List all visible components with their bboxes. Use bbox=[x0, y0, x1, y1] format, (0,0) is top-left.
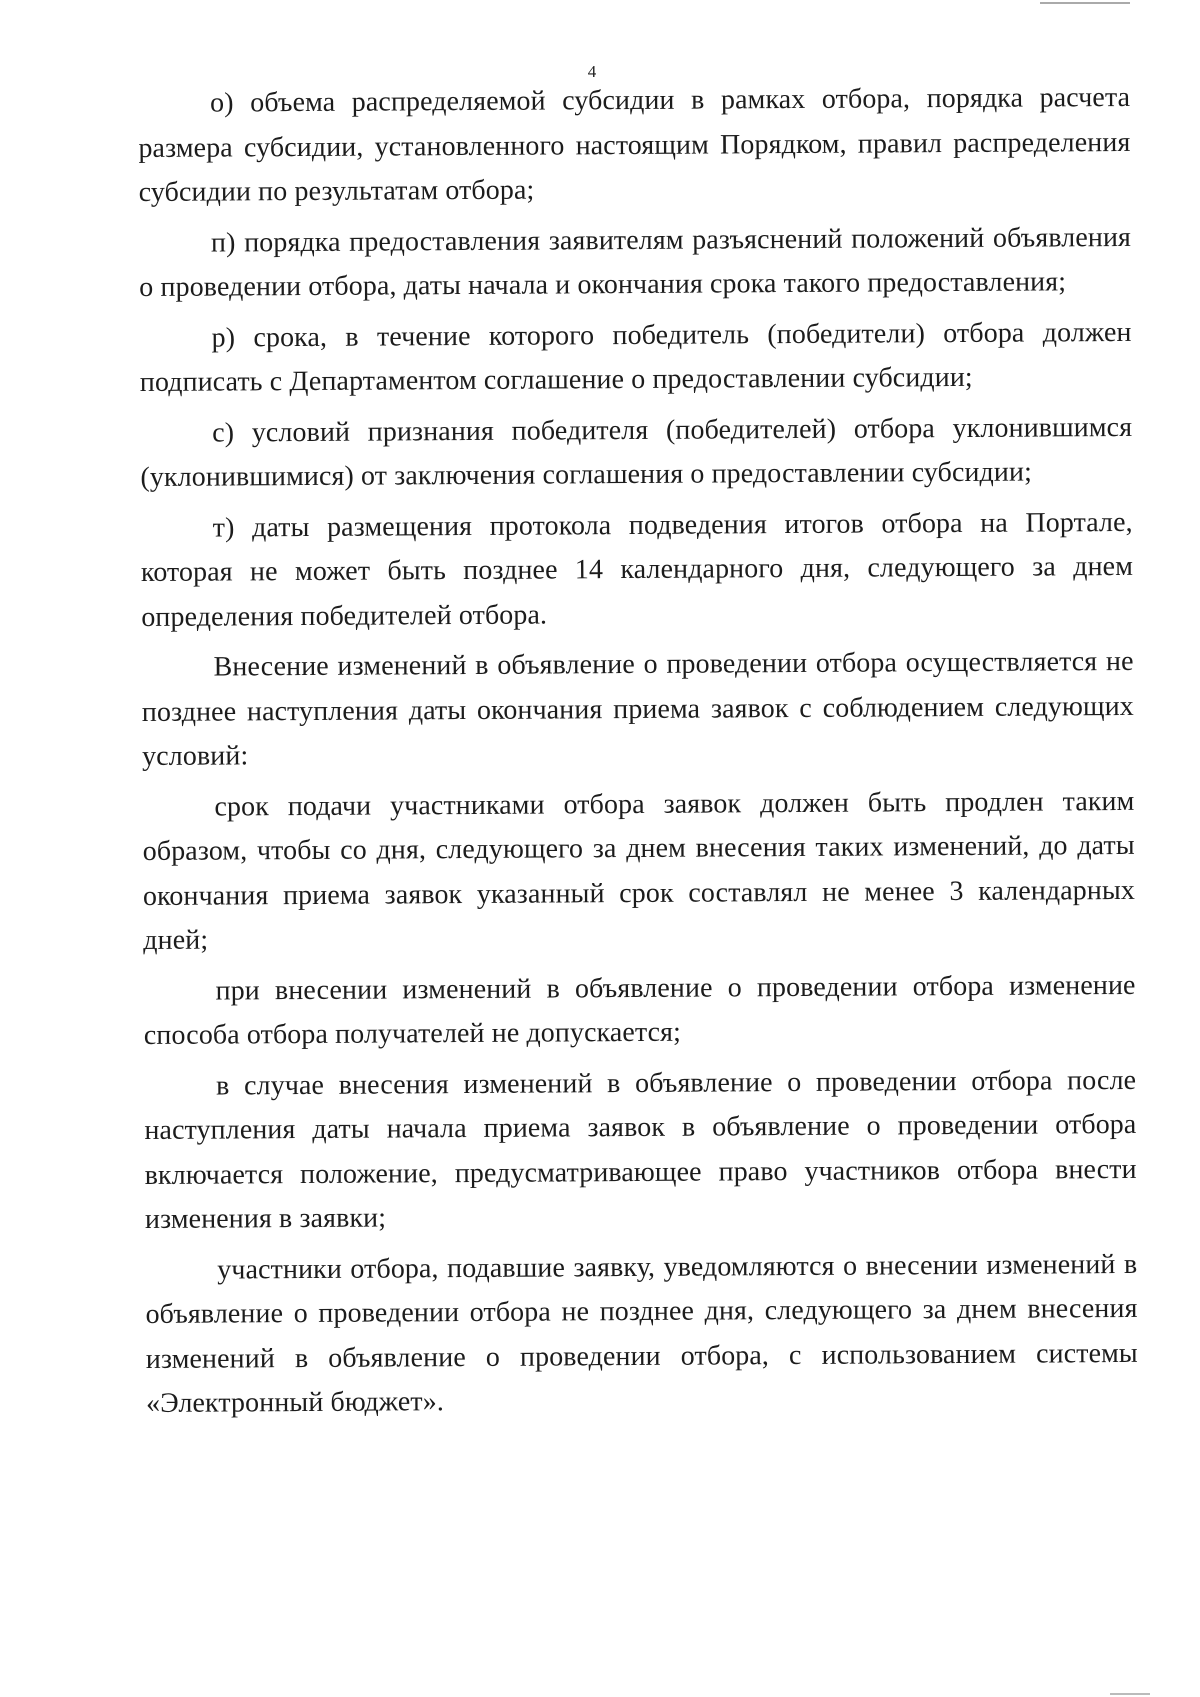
paragraph-amendments-intro: Внесение изменений в объявление о проведении отбора осуществляется не позднее наступления даты окончания приема заявок с соблюдением следующих условий: bbox=[141, 645, 1134, 772]
document-body bbox=[138, 76, 1138, 1433]
paragraph-method-change: при внесении изменений в объявление о проведении отбора изменение способа отбора получателей не допускается; bbox=[143, 969, 1136, 1051]
paragraph-participant-notice: участники отбора, подавшие заявку, уведомляются о внесении изменений в объявление о проведении отбора не позднее дня, следующего за днем внесения изменений в объявление о проведении отбора, с использованием системы «Электронный бюджет». bbox=[145, 1248, 1138, 1419]
paragraph-s: с) условий признания победителя (победителей) отбора уклонившимся (уклонившимися) от заключения соглашения о предоставлении субсидии; bbox=[140, 411, 1133, 493]
paragraph-t: т) даты размещения протокола подведения итогов отбора на Портале, которая не может быть позднее 14 календарного дня, следующего за днем определения победителей отбора. bbox=[140, 506, 1134, 633]
paragraph-deadline-extension: срок подачи участниками отбора заявок должен быть продлен таким образом, чтобы со дня, следующего за днем внесения таких изменений, до даты окончания приема заявок указанный срок составлял не менее 3 календарных дней; bbox=[142, 785, 1136, 956]
scan-artifact-bottom-right bbox=[1110, 1693, 1150, 1695]
paragraph-application-changes: в случае внесения изменений в объявление о проведении отбора после наступления даты начала приема заявок в объявление о проведении отбора включается положение, предусматривающее право участников отбора внести изменения в заявки; bbox=[144, 1064, 1137, 1235]
paragraph-o: о) объема распределяемой субсидии в рамках отбора, порядка расчета размера субсидии, установленного настоящим Порядком, правил распределения субсидии по результатам отбора; bbox=[138, 81, 1131, 208]
page-number: 4 bbox=[587, 62, 597, 81]
scan-artifact-top-right bbox=[1040, 2, 1130, 4]
paragraph-p: п) порядка предоставления заявителям разъяснений положений объявления о проведении отбора, даты начала и окончания срока такого предоставления; bbox=[139, 221, 1132, 303]
paragraph-r: р) срока, в течение которого победитель (победители) отбора должен подписать с Департаментом соглашение о предоставлении субсидии; bbox=[139, 316, 1132, 398]
